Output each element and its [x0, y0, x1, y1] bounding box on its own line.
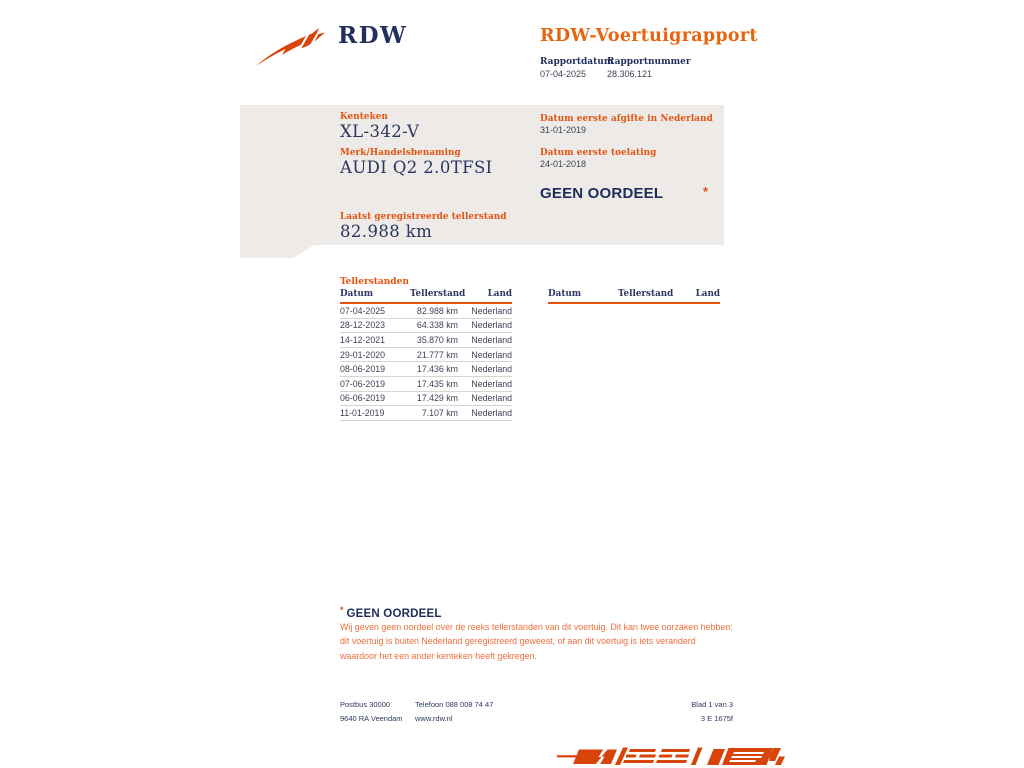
- odometer-table-header: [340, 289, 512, 304]
- row-tellerstand: 17.436 km: [416, 364, 458, 375]
- vehicle-summary-panel-tab: [240, 245, 314, 258]
- make-label: Merk/Handelsbenaming: [340, 148, 461, 158]
- row-land: Nederland: [471, 364, 512, 375]
- table-row: [340, 348, 512, 363]
- row-datum: 29-01-2020: [340, 349, 385, 360]
- odometer-table: [340, 289, 512, 421]
- odometer-table-title: Tellerstanden: [340, 277, 409, 287]
- header-datum: Datum: [340, 289, 374, 299]
- report-number-value: 28.306.121: [607, 69, 653, 79]
- license-plate-label: Kenteken: [340, 112, 388, 122]
- row-tellerstand: 17.435 km: [416, 378, 458, 389]
- rdw-wordmark: RDW: [338, 22, 408, 49]
- report-date-label: Rapportdatum: [540, 57, 614, 67]
- document-title: RDW-Voertuigrapport: [540, 26, 758, 46]
- row-land: Nederland: [471, 320, 512, 331]
- header-tellerstand: Tellerstand: [410, 289, 466, 299]
- row-datum: 28-12-2023: [340, 320, 385, 331]
- footnote-body: Wij geven geen oordeel over de reeks tellerstanden van dit voertuig. Dit kan twee oorzaken hebben: dit voertuig is buiten Nederland geregistreerd geweest, of aan dit voertuig is iets veranderd waardoor het een ander kenteken heeft gekregen.: [340, 622, 733, 661]
- header-land: Land: [695, 289, 720, 299]
- first-admission-value: 24-01-2018: [540, 159, 587, 169]
- row-tellerstand: 82.988 km: [416, 305, 458, 316]
- footer-website: www.rdw.nl: [415, 714, 453, 723]
- row-land: Nederland: [471, 378, 512, 389]
- footnote-title: GEEN OORDEEL: [346, 608, 442, 620]
- table-row: [340, 392, 512, 407]
- first-issue-nl-value: 31-01-2019: [540, 125, 587, 135]
- odometer-table-continued: [548, 289, 720, 304]
- odometer-table-body: [340, 304, 512, 421]
- footer-phone: Telefoon 088 008 74 47: [415, 700, 494, 709]
- row-land: Nederland: [471, 349, 512, 360]
- footer-page-indicator: Blad 1 van 3: [691, 700, 733, 709]
- row-tellerstand: 21.777 km: [416, 349, 458, 360]
- table-row: [340, 333, 512, 348]
- license-plate-value: XL-342-V: [340, 122, 420, 141]
- row-datum: 08-06-2019: [340, 364, 385, 375]
- last-odometer-value: 82.988 km: [340, 222, 433, 241]
- footer-po-box: Postbus 30000: [340, 700, 391, 709]
- footer-stripes-decoration: [545, 740, 795, 768]
- verdict-footnote-mark: *: [703, 184, 709, 199]
- row-tellerstand: 7.107 km: [421, 407, 458, 418]
- first-admission-label: Datum eerste toelating: [540, 148, 657, 158]
- footer-city: 9640 RA Veendam: [340, 714, 403, 723]
- verdict-text: GEEN OORDEEL: [540, 185, 664, 202]
- table-row: [340, 406, 512, 421]
- row-datum: 11-01-2019: [340, 407, 385, 418]
- row-land: Nederland: [471, 305, 512, 316]
- header-tellerstand: Tellerstand: [618, 289, 674, 299]
- table-row: [340, 319, 512, 334]
- rdw-logo-icon: [253, 26, 333, 70]
- row-land: Nederland: [471, 407, 512, 418]
- row-tellerstand: 64.338 km: [416, 320, 458, 331]
- table-row: [340, 304, 512, 319]
- row-tellerstand: 35.870 km: [416, 334, 458, 345]
- header-land: Land: [487, 289, 512, 299]
- footnote-mark: *: [340, 605, 344, 615]
- footer-form-code: 3 E 1675f: [700, 714, 733, 723]
- row-datum: 06-06-2019: [340, 393, 385, 404]
- report-number-label: Rapportnummer: [607, 57, 691, 67]
- make-value: AUDI Q2 2.0TFSI: [340, 158, 493, 177]
- row-datum: 07-04-2025: [340, 305, 385, 316]
- header-datum: Datum: [548, 289, 582, 299]
- row-tellerstand: 17.429 km: [416, 393, 458, 404]
- row-land: Nederland: [471, 334, 512, 345]
- report-date-value: 07-04-2025: [540, 69, 587, 79]
- row-datum: 14-12-2021: [340, 334, 385, 345]
- table-row: [340, 362, 512, 377]
- last-odometer-label: Laatst geregistreerde tellerstand: [340, 212, 507, 222]
- row-land: Nederland: [471, 393, 512, 404]
- row-datum: 07-06-2019: [340, 378, 385, 389]
- odometer-table-header: [548, 289, 720, 304]
- first-issue-nl-label: Datum eerste afgifte in Nederland: [540, 114, 713, 124]
- table-row: [340, 377, 512, 392]
